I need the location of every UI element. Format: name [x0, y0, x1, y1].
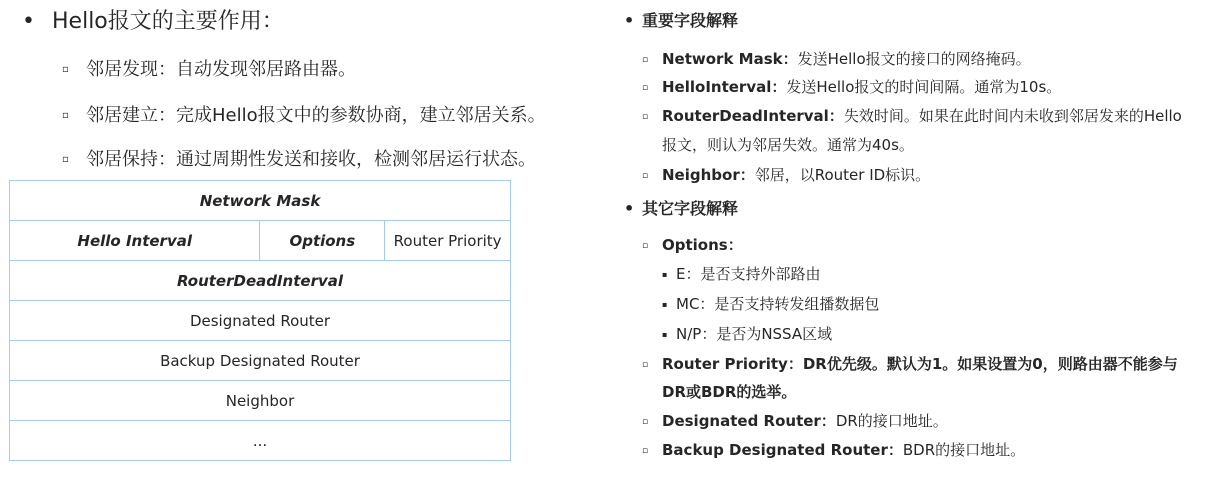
cell-hello-interval: Hello Interval	[10, 221, 260, 261]
square-bullet-icon: ▫	[642, 417, 649, 427]
field-neighbor	[642, 161, 930, 190]
field-router-dead-interval-cont: 报文，则认为邻居失效。通常为40s。	[662, 136, 914, 154]
square-bullet-icon: ▫	[642, 171, 649, 181]
field-key: Neighbor：	[662, 166, 755, 184]
field-desc: 邻居，以Router ID标识。	[754, 166, 931, 184]
cell-designated-router: Designated Router	[10, 301, 511, 341]
main-bullet	[22, 4, 284, 40]
square-bullet-icon: ▫	[642, 112, 649, 122]
small-square-bullet-icon: ▪	[662, 300, 668, 309]
option-np	[662, 320, 832, 349]
small-square-bullet-icon: ▪	[662, 270, 668, 279]
cell-router-priority: Router Priority	[385, 221, 511, 261]
field-designated-router	[642, 407, 948, 436]
field-options	[642, 231, 743, 260]
section-title: 其它字段解释	[642, 199, 739, 218]
option-e	[662, 260, 820, 289]
field-router-priority	[642, 350, 1178, 379]
field-key: Designated Router：	[662, 412, 836, 430]
cell-backup-designated-router: Backup Designated Router	[10, 341, 511, 381]
list-item	[62, 146, 536, 174]
option-text: E：是否支持外部路由	[676, 265, 821, 283]
hello-purpose-title: Hello报文的主要作用：	[52, 9, 284, 34]
field-key: Backup Designated Router：	[662, 441, 903, 459]
option-text: N/P：是否为NSSA区域	[676, 325, 833, 343]
field-desc: 发送Hello报文的接口的网络掩码。	[797, 50, 1031, 68]
field-network-mask	[642, 45, 1031, 74]
field-key: Network Mask：	[662, 50, 798, 68]
field-hello-interval	[642, 73, 1061, 102]
field-router-priority-cont	[662, 378, 796, 406]
bullet-dot-icon: •	[624, 11, 635, 30]
field-desc: 失效时间。如果在此时间内未收到邻居发来的Hello	[843, 107, 1182, 125]
section-other-fields	[624, 196, 738, 219]
section-title: 重要字段解释	[642, 11, 739, 30]
bullet-dot-icon: •	[624, 199, 635, 218]
list-item	[62, 102, 546, 130]
option-mc	[662, 290, 879, 319]
field-desc: 发送Hello报文的时间间隔。通常为10s。	[786, 78, 1062, 96]
square-bullet-icon: ▫	[642, 241, 649, 251]
square-bullet-icon: ▫	[642, 360, 649, 370]
square-bullet-icon: ▫	[642, 446, 649, 456]
square-bullet-icon: ▫	[642, 55, 649, 65]
field-router-dead-interval	[642, 102, 1182, 131]
bullet-dot-icon: •	[22, 9, 35, 34]
list-item-text: 邻居保持：通过周期性发送和接收，检测邻居运行状态。	[86, 149, 536, 170]
cell-ellipsis: ...	[10, 421, 511, 461]
field-key: DR或BDR的选举。	[662, 383, 797, 401]
field-key: Options：	[662, 236, 743, 254]
list-item-text: 邻居建立：完成Hello报文中的参数协商，建立邻居关系。	[86, 105, 546, 126]
field-key: RouterDeadInterval：	[662, 107, 844, 125]
cell-neighbor: Neighbor	[10, 381, 511, 421]
field-desc: DR的接口地址。	[835, 412, 948, 430]
option-text: MC：是否支持转发组播数据包	[676, 295, 880, 313]
square-bullet-icon: ▫	[642, 83, 649, 93]
list-item	[62, 56, 356, 84]
list-item-text: 邻居发现：自动发现邻居路由器。	[86, 59, 356, 80]
small-square-bullet-icon: ▪	[662, 330, 668, 339]
square-bullet-icon: ▫	[62, 154, 69, 165]
section-important-fields	[624, 8, 738, 31]
square-bullet-icon: ▫	[62, 110, 69, 121]
cell-options: Options	[260, 221, 385, 261]
field-key: HelloInterval：	[662, 78, 787, 96]
field-backup-designated-router	[642, 436, 1025, 465]
cell-router-dead-interval: RouterDeadInterval	[10, 261, 511, 301]
field-key: Router Priority：DR优先级。默认为1。如果设置为0，则路由器不能参与	[662, 355, 1178, 373]
square-bullet-icon: ▫	[62, 64, 69, 75]
cell-network-mask: Network Mask	[10, 181, 511, 221]
field-desc: BDR的接口地址。	[902, 441, 1026, 459]
hello-packet-table	[9, 180, 511, 461]
